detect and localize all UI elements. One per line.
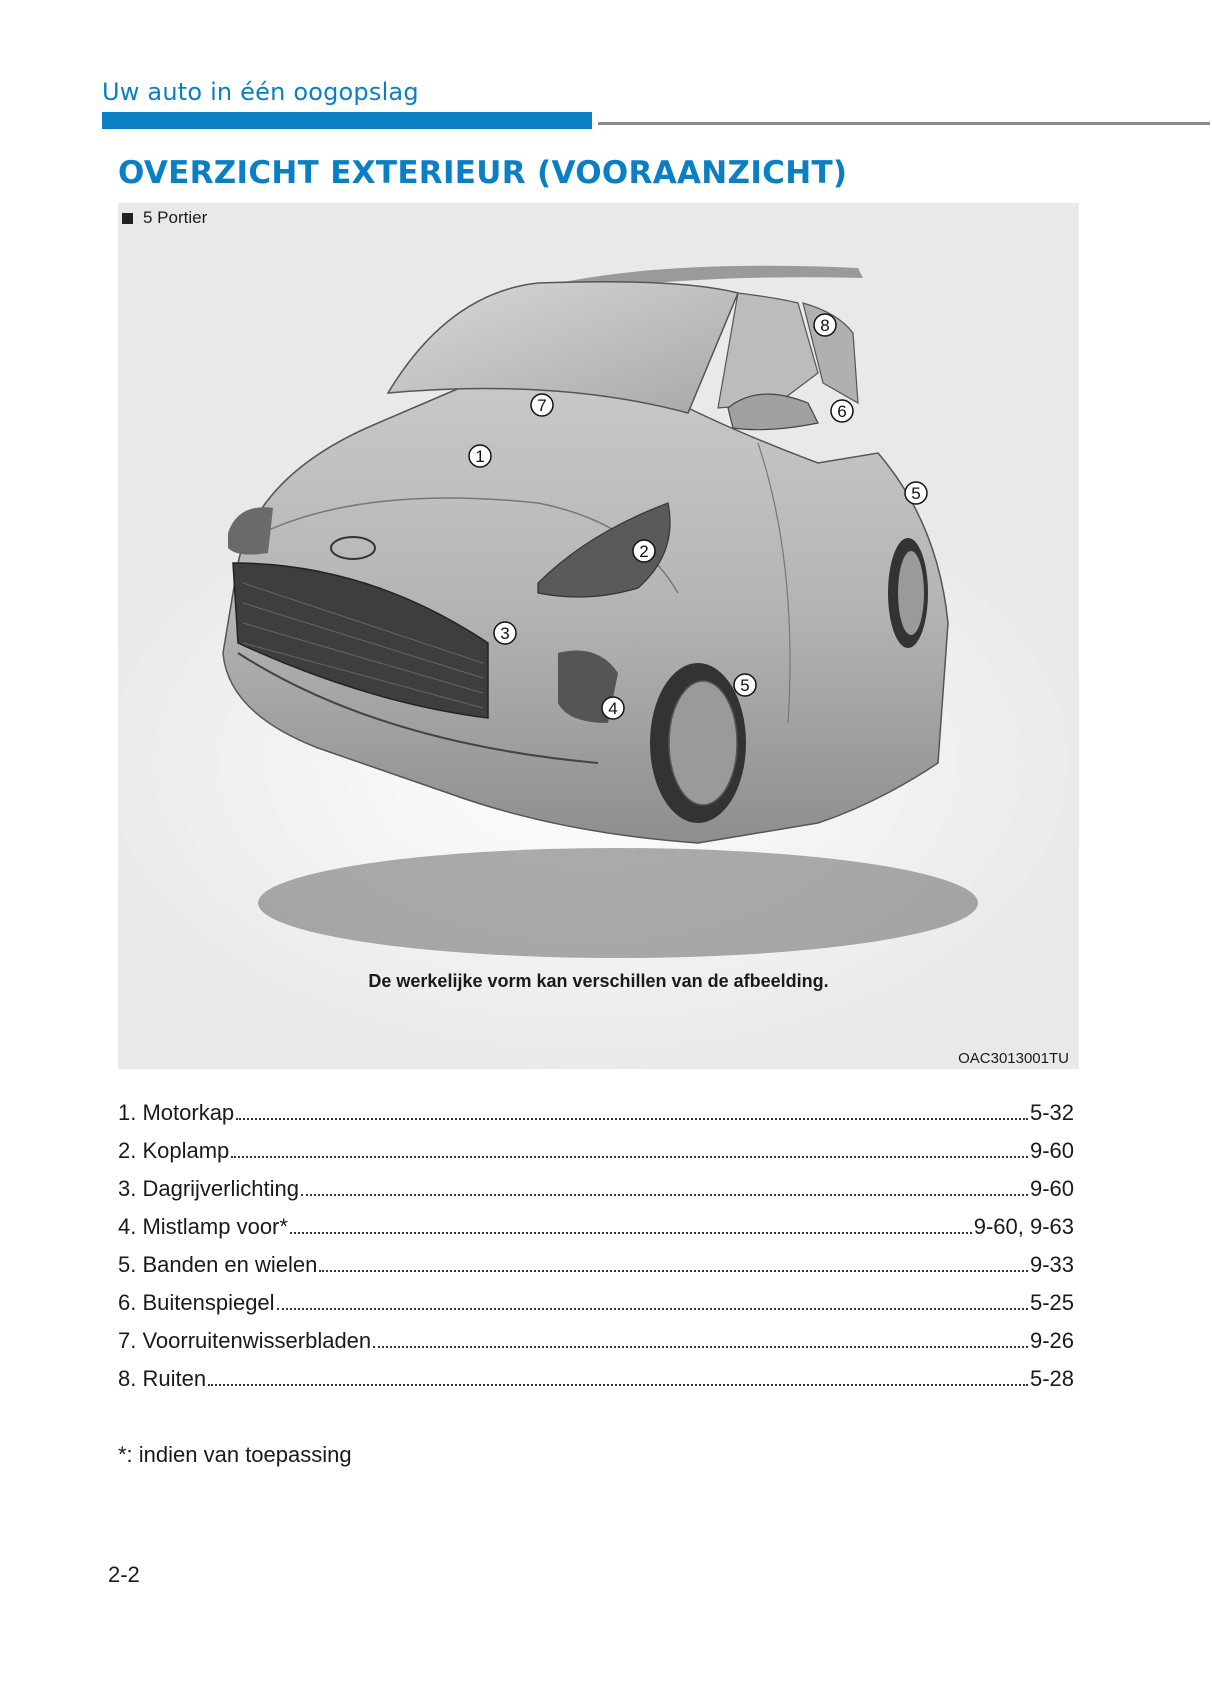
item-page-ref: 5-25 xyxy=(1029,1290,1074,1315)
header-bar-accent xyxy=(102,112,592,129)
item-page-ref: 9-33 xyxy=(1029,1252,1074,1277)
car-illustration xyxy=(118,203,1079,1069)
variant-text: 5 Portier xyxy=(143,208,208,227)
svg-text:6: 6 xyxy=(837,402,847,421)
chapter-title: Uw auto in één oogopslag xyxy=(102,78,419,106)
item-label: 3. Dagrijverlichting xyxy=(118,1176,299,1201)
item-label: 2. Koplamp xyxy=(118,1138,230,1163)
leader-dots xyxy=(290,1232,972,1234)
svg-text:5: 5 xyxy=(911,484,921,503)
figure-code: OAC3013001TU xyxy=(958,1050,1069,1067)
item-page-ref: 9-26 xyxy=(1029,1328,1074,1353)
item-label: 7. Voorruitenwisserbladen xyxy=(118,1328,372,1353)
item-page-ref: 9-60 xyxy=(1029,1138,1074,1163)
leader-dots xyxy=(301,1194,1028,1196)
component-list xyxy=(118,1100,1074,1404)
item-label: 8. Ruiten xyxy=(118,1366,207,1391)
figure-caption: De werkelijke vorm kan verschillen van de afbeelding. xyxy=(368,971,829,991)
item-page-ref: 5-32 xyxy=(1029,1100,1074,1125)
list-item xyxy=(118,1328,1074,1366)
header-divider xyxy=(598,122,1210,125)
svg-text:3: 3 xyxy=(500,624,510,643)
list-item xyxy=(118,1252,1074,1290)
leader-dots xyxy=(236,1118,1028,1120)
list-item xyxy=(118,1138,1074,1176)
callout-7 xyxy=(531,394,553,416)
page-number: 2-2 xyxy=(108,1562,140,1587)
car-figure xyxy=(118,203,1079,1069)
list-item xyxy=(118,1290,1074,1328)
svg-text:5: 5 xyxy=(740,676,750,695)
svg-text:7: 7 xyxy=(537,396,547,415)
item-label: 4. Mistlamp voor* xyxy=(118,1214,288,1239)
callout-1 xyxy=(469,445,491,467)
list-item xyxy=(118,1214,1074,1252)
item-label: 5. Banden en wielen xyxy=(118,1252,318,1277)
svg-text:4: 4 xyxy=(608,699,618,718)
callout-3 xyxy=(494,622,516,644)
item-label: 1. Motorkap xyxy=(118,1100,235,1125)
list-item xyxy=(118,1100,1074,1138)
footnote: *: indien van toepassing xyxy=(118,1442,352,1467)
svg-text:1: 1 xyxy=(475,447,485,466)
item-page-ref: 5-28 xyxy=(1029,1366,1074,1391)
leader-dots xyxy=(319,1270,1028,1272)
callout-2 xyxy=(633,540,655,562)
callout-4 xyxy=(602,697,624,719)
callout-5-front xyxy=(734,674,756,696)
leader-dots xyxy=(373,1346,1028,1348)
svg-text:2: 2 xyxy=(639,542,649,561)
leader-dots xyxy=(231,1156,1028,1158)
item-page-ref: 9-60 xyxy=(1029,1176,1074,1201)
leader-dots xyxy=(208,1384,1028,1386)
svg-text:8: 8 xyxy=(820,316,830,335)
callout-8 xyxy=(814,314,836,336)
item-label: 6. Buitenspiegel xyxy=(118,1290,275,1315)
section-title: OVERZICHT EXTERIEUR (VOORAANZICHT) xyxy=(118,155,848,191)
item-page-ref: 9-60, 9-63 xyxy=(973,1214,1074,1239)
callout-5-rear xyxy=(905,482,927,504)
leader-dots xyxy=(277,1308,1028,1310)
callout-6 xyxy=(831,400,853,422)
list-item xyxy=(118,1366,1074,1404)
list-item xyxy=(118,1176,1074,1214)
